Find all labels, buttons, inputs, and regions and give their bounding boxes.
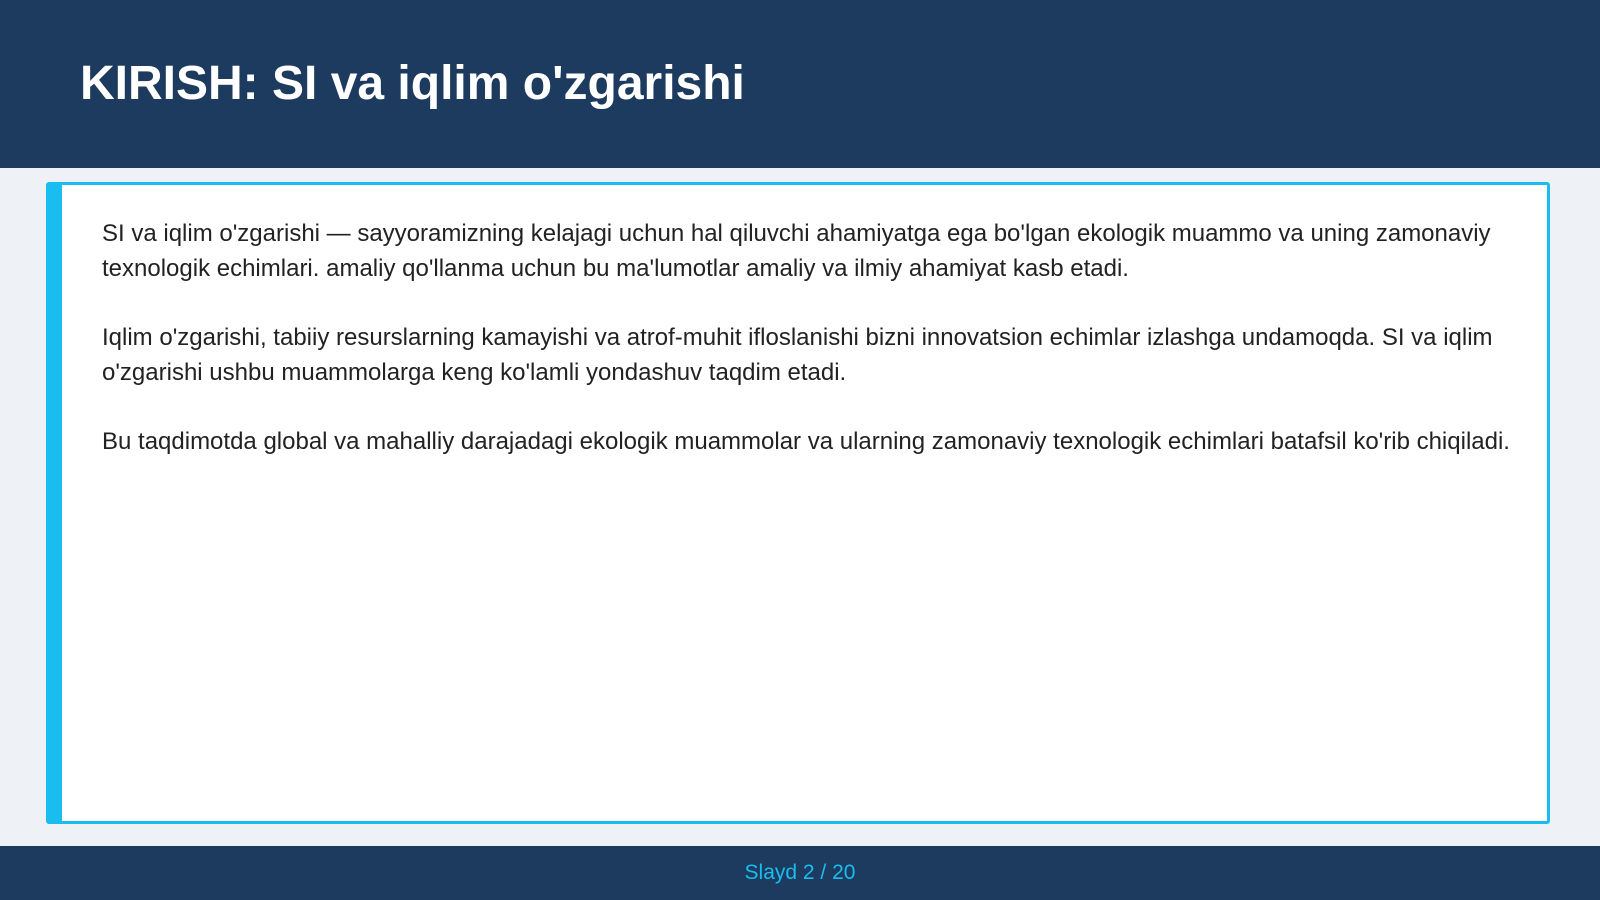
- content-body: [102, 216, 1522, 493]
- slide-header: [0, 0, 1600, 168]
- paragraph-2: Iqlim o'zgarishi, tabiiy resurslarning kamayishi va atrof-muhit ifloslanishi bizni innovatsion echimlar izlashga undamoqda. SI va iqlim o'zgarishi ushbu muammolarga keng ko'lamli yondashuv taqdim etadi.: [102, 324, 1493, 386]
- slide-counter: Slayd 2 / 20: [744, 861, 856, 884]
- paragraph-3: Bu taqdimotda global va mahalliy darajadagi ekologik muammolar va ularning zamonaviy texnologik echimlari batafsil ko'rib chiqiladi.: [102, 428, 1510, 455]
- paragraph-1: SI va iqlim o'zgarishi — sayyoramizning kelajagi uchun hal qiluvchi ahamiyatga ega bo'lgan ekologik muammo va uning zamonaviy texnologik echimlari. amaliy qo'llanma uchun bu ma'lumotlar amaliy va ilmiy ahamiyat kasb etadi.: [102, 220, 1491, 282]
- slide-title: KIRISH: SI va iqlim o'zgarishi: [80, 57, 745, 110]
- slide-footer: [0, 846, 1600, 900]
- content-card: [46, 182, 1550, 824]
